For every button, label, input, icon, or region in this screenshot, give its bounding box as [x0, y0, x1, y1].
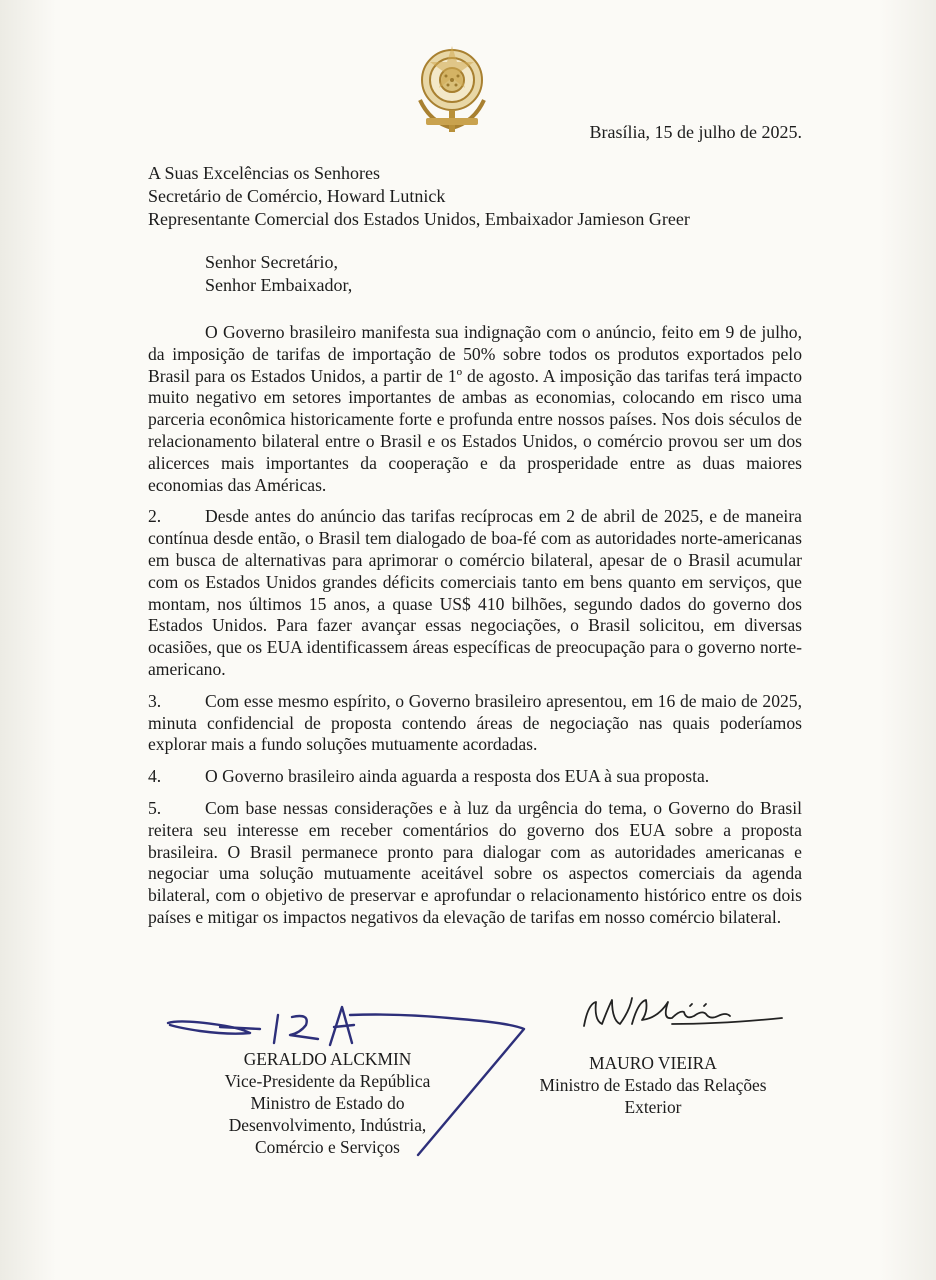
paragraph-text: Desde antes do anúncio das tarifas recíprocas em 2 de abril de 2025, e de maneira contínua desde então, o Brasil tem dialogado de boa-fé com as autoridades norte-americanas em busca de alternativas para aprimorar o comércio bilateral, apesar de o Brasil acumular com os Estados Unidos grandes déficits comerciais tanto em bens quanto em serviços, que montam, nos últimos 15 anos, a quase US$ 410 bilhões, segundo dados do governo dos Estados Unidos. Para fazer avançar essas negociações, o Brasil solicitou, em diversas ocasiões, que os EUA identificassem áreas específicas de preocupação para o governo norte-americano.: [148, 506, 802, 679]
paragraph-text: Com esse mesmo espírito, o Governo brasileiro apresentou, em 16 de maio de 2025, minuta confidencial de proposta contendo áreas de negociação nas quais poderíamos explorar mais a fundo soluções mutuamente acordadas.: [148, 690, 802, 755]
signatory-title: Vice-Presidente da República: [224, 1071, 431, 1091]
addressee-line: Secretário de Comércio, Howard Lutnick: [148, 186, 446, 206]
signature-left-mark: [160, 995, 540, 1160]
addressee-line: Representante Comercial dos Estados Unidos, Embaixador Jamieson Greer: [148, 209, 690, 229]
paragraph-number: 2.: [148, 506, 162, 527]
addressee-block: [148, 162, 690, 231]
signature-right-mark: [572, 990, 792, 1040]
letter-date: Brasília, 15 de julho de 2025.: [589, 122, 802, 142]
signatory-title: Comércio e Serviços: [255, 1137, 400, 1157]
paragraph-text: O Governo brasileiro ainda aguarda a resposta dos EUA à sua proposta.: [205, 766, 710, 787]
signatory-name: GERALDO ALCKMIN: [243, 1049, 412, 1069]
signatory-title: Ministro de Estado das Relações: [539, 1075, 767, 1095]
paragraph-5: [148, 798, 802, 929]
signatory-title: Ministro de Estado do: [250, 1093, 405, 1113]
paragraph-1: O Governo brasileiro manifesta sua indignação com o anúncio, feito em 9 de julho, da imposição de tarifas de importação de 50% sobre todos os produtos exportados pelo Brasil para os Estados Unidos, a partir de 1º de agosto. A imposição das tarifas terá impacto muito negativo em setores importantes de ambas as economias, colocando em risco uma parceria econômica historicamente forte e profunda entre nossos países. Nos dois séculos de relacionamento bilateral entre o Brasil e os Estados Unidos, o comércio provou ser um dos alicerces mais importantes da cooperação e da prosperidade entre as duas maiores economias das Américas.: [148, 322, 802, 495]
paragraph-number: 4.: [148, 766, 162, 787]
signatory-right: [518, 1052, 788, 1118]
salutation-block: [205, 251, 352, 297]
paragraph-text: Com base nessas considerações e à luz da urgência do tema, o Governo do Brasil reitera seu interesse em receber comentários do governo dos EUA sobre a proposta brasileira. O Brasil permanece pronto para dialogar com as autoridades americanas e negociar uma solução mutuamente aceitável sobre os aspectos comerciais da agenda bilateral, com o objetivo de preservar e aprofundar o relacionamento histórico entre os dois países e mitigar os impactos negativos da elevação de tarifas em nosso comércio bilateral.: [148, 797, 802, 927]
signatory-title: Exterior: [624, 1097, 682, 1117]
salutation-line: Senhor Secretário,: [205, 252, 338, 272]
paragraph-3: [148, 691, 802, 756]
paragraph-2: [148, 506, 802, 680]
addressee-line: A Suas Excelências os Senhores: [148, 163, 380, 183]
signatory-title: Desenvolvimento, Indústria,: [228, 1115, 427, 1135]
paragraph-4: [148, 766, 802, 788]
paragraph-number: 3.: [148, 690, 162, 711]
signatory-name: MAURO VIEIRA: [589, 1053, 717, 1073]
letter-body: [148, 322, 802, 939]
brazil-coat-of-arms-icon: [408, 40, 496, 136]
paragraph-number: 5.: [148, 797, 162, 818]
salutation-line: Senhor Embaixador,: [205, 275, 353, 295]
